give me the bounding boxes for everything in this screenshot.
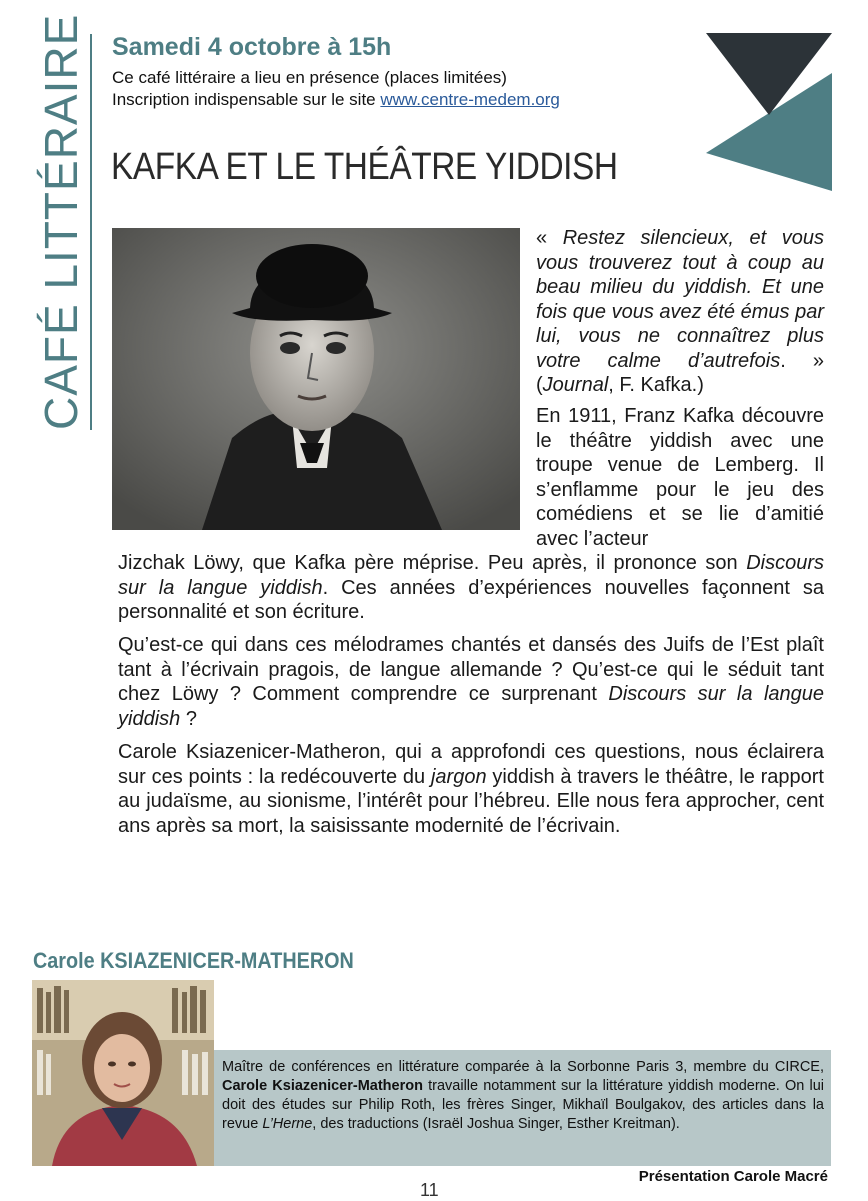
author-bio — [214, 1050, 831, 1166]
event-date: Samedi 4 octobre à 15h — [112, 33, 392, 61]
bio-pre: Maître de conférences en littérature comparée à la Sorbonne Paris 3, membre du CIRCE, — [222, 1059, 824, 1075]
paragraph-1b-italic: Discours sur la langue yiddish — [118, 552, 824, 599]
registration-note — [112, 90, 560, 110]
kafka-quote — [536, 226, 824, 398]
paragraph-3 — [118, 740, 824, 838]
attendance-note: Ce café littéraire a lieu en présence (places limitées) — [112, 68, 507, 87]
page-number: 11 — [420, 1180, 439, 1200]
paragraph-2-italic: Discours sur la langue yiddish — [118, 683, 824, 730]
registration-prefix: Inscription indispensable sur le site — [112, 90, 381, 109]
paragraph-3-pre: Carole Ksiazenicer-Matheron, qui a approfondi ces questions, nous éclairera sur ces points : la redécouverte du — [118, 741, 824, 788]
kafka-portrait — [112, 228, 520, 530]
paragraph-1b-pre: Jizchak Löwy, que Kafka père méprise. Peu après, il prononce son — [118, 552, 747, 574]
quote-source-title: Journal — [542, 374, 609, 396]
paragraph-2-text: Qu’est-ce qui dans ces mélodrames chantés et dansés des Juifs de l’Est plaît tant à l’écrivain pragois, de langue allemande ? Qu’est-ce qui le séduit tant chez Löwy ? Comment comprendre ce surprenant — [118, 634, 824, 705]
bio-post: , des traductions (Israël Joshua Singer, Esther Kreitman). — [312, 1116, 680, 1132]
author-photo — [32, 980, 214, 1166]
paragraph-1b — [118, 551, 824, 625]
bio-mid: travaille notamment sur la littérature yiddish moderne. On lui doit des études sur Philip Roth, les frères Singer, Mikhaïl Boulgakov, des articles dans la revue — [222, 1078, 824, 1132]
paragraph-1a: En 1911, Franz Kafka découvre le théâtre yiddish avec une troupe venue de Lemberg. Il s’enflamme pour le jeu des comédiens et se lie d’amitié avec l’acteur — [536, 405, 824, 550]
author-name: Carole KSIAZENICER-MATHERON — [33, 948, 354, 973]
quote-close: . » ( — [536, 349, 824, 396]
vertical-divider — [90, 34, 92, 430]
side-title: CAFÉ LITTÉRAIRE — [35, 13, 87, 430]
paragraph-2-end: ? — [180, 707, 197, 730]
bio-bold: Carole Ksiazenicer-Matheron — [222, 1078, 423, 1094]
quote-text: Restez silencieux, et vous vous trouverez tout à coup au beau milieu du yiddish. Et une fois que vous avez été émus par lui, vous ne connaîtrez plus votre calme d’autrefois — [536, 227, 824, 372]
website-link[interactable]: www.centre-medem.org — [380, 90, 560, 109]
paragraph-3-italic: jargon — [430, 765, 487, 788]
decorative-triangles-icon — [706, 33, 832, 191]
page-title: KAFKA ET LE THÉÂTRE YIDDISH — [111, 146, 618, 188]
quote-open: « — [536, 227, 563, 249]
paragraph-2 — [118, 633, 824, 731]
bio-italic: L’Herne — [262, 1116, 313, 1132]
paragraph-1b-post: . Ces années d’expériences nouvelles façonnent sa personnalité et son écriture. — [118, 576, 824, 623]
quote-source-author: , F. Kafka.) — [608, 374, 704, 396]
paragraph-3-post: yiddish à travers le théâtre, le rapport au judaïsme, au sionisme, l’intérêt pour l’hébreu. Elle nous fera approcher, cent ans après sa mort, la saisissante modernité de l’écrivain. — [118, 765, 824, 837]
presentation-credit: Présentation Carole Macré — [638, 1168, 828, 1185]
